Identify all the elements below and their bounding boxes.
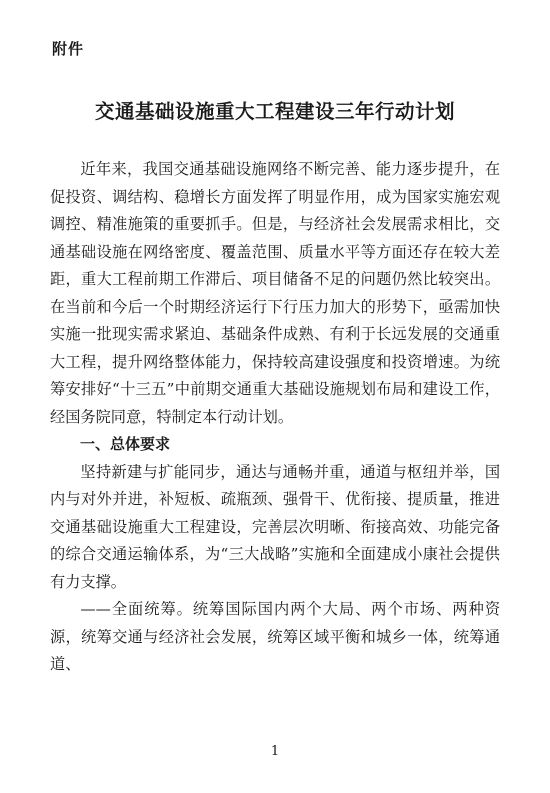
document-body [50,156,500,679]
page-number: 1 [270,744,280,759]
section-paragraph: ——全面统筹。统筹国际国内两个大局、两个市场、两种资源，统筹交通与经济社会发展，统筹区域平衡和城乡一体，统筹通道、 [50,600,500,673]
intro-paragraph: 近年来，我国交通基础设施网络不断完善、能力逐步提升，在促投资、调结构、稳增长方面发挥了明显作用，成为国家实施宏观调控、精准施策的重要抓手。但是，与经济社会发展需求相比，交通基础设施在网络密度、覆盖范围、质量水平等方面还存在较大差距，重大工程前期工作滞后、项目储备不足的问题仍然比较突出。在当前和今后一个时期经济运行下行压力加大的形势下，亟需加快实施一批现实需求紧迫、基础条件成熟、有利于长远发展的交通重大工程，提升网络整体能力，保持较高建设强度和投资增速。为统筹安排好“十三五”中前期交通重大基础设施规划布局和建设工作，经国务院同意，特制定本行动计划。 [50,160,500,426]
document-title: 交通基础设施重大工程建设三年行动计划 [94,100,455,123]
section-heading-general-requirements: 一、总体要求 [80,435,171,453]
attachment-label: 附件 [52,40,85,58]
section-paragraph: 坚持新建与扩能同步，通达与通畅并重，通道与枢纽并举，国内与对外并进，补短板、疏瓶颈、强骨干、优衔接、提质量，推进交通基础设施重大工程建设，完善层次明晰、衔接高效、功能完备的综合交通运输体系，为“三大战略”实施和全面建成小康社会提供有力支撑。 [50,462,500,591]
